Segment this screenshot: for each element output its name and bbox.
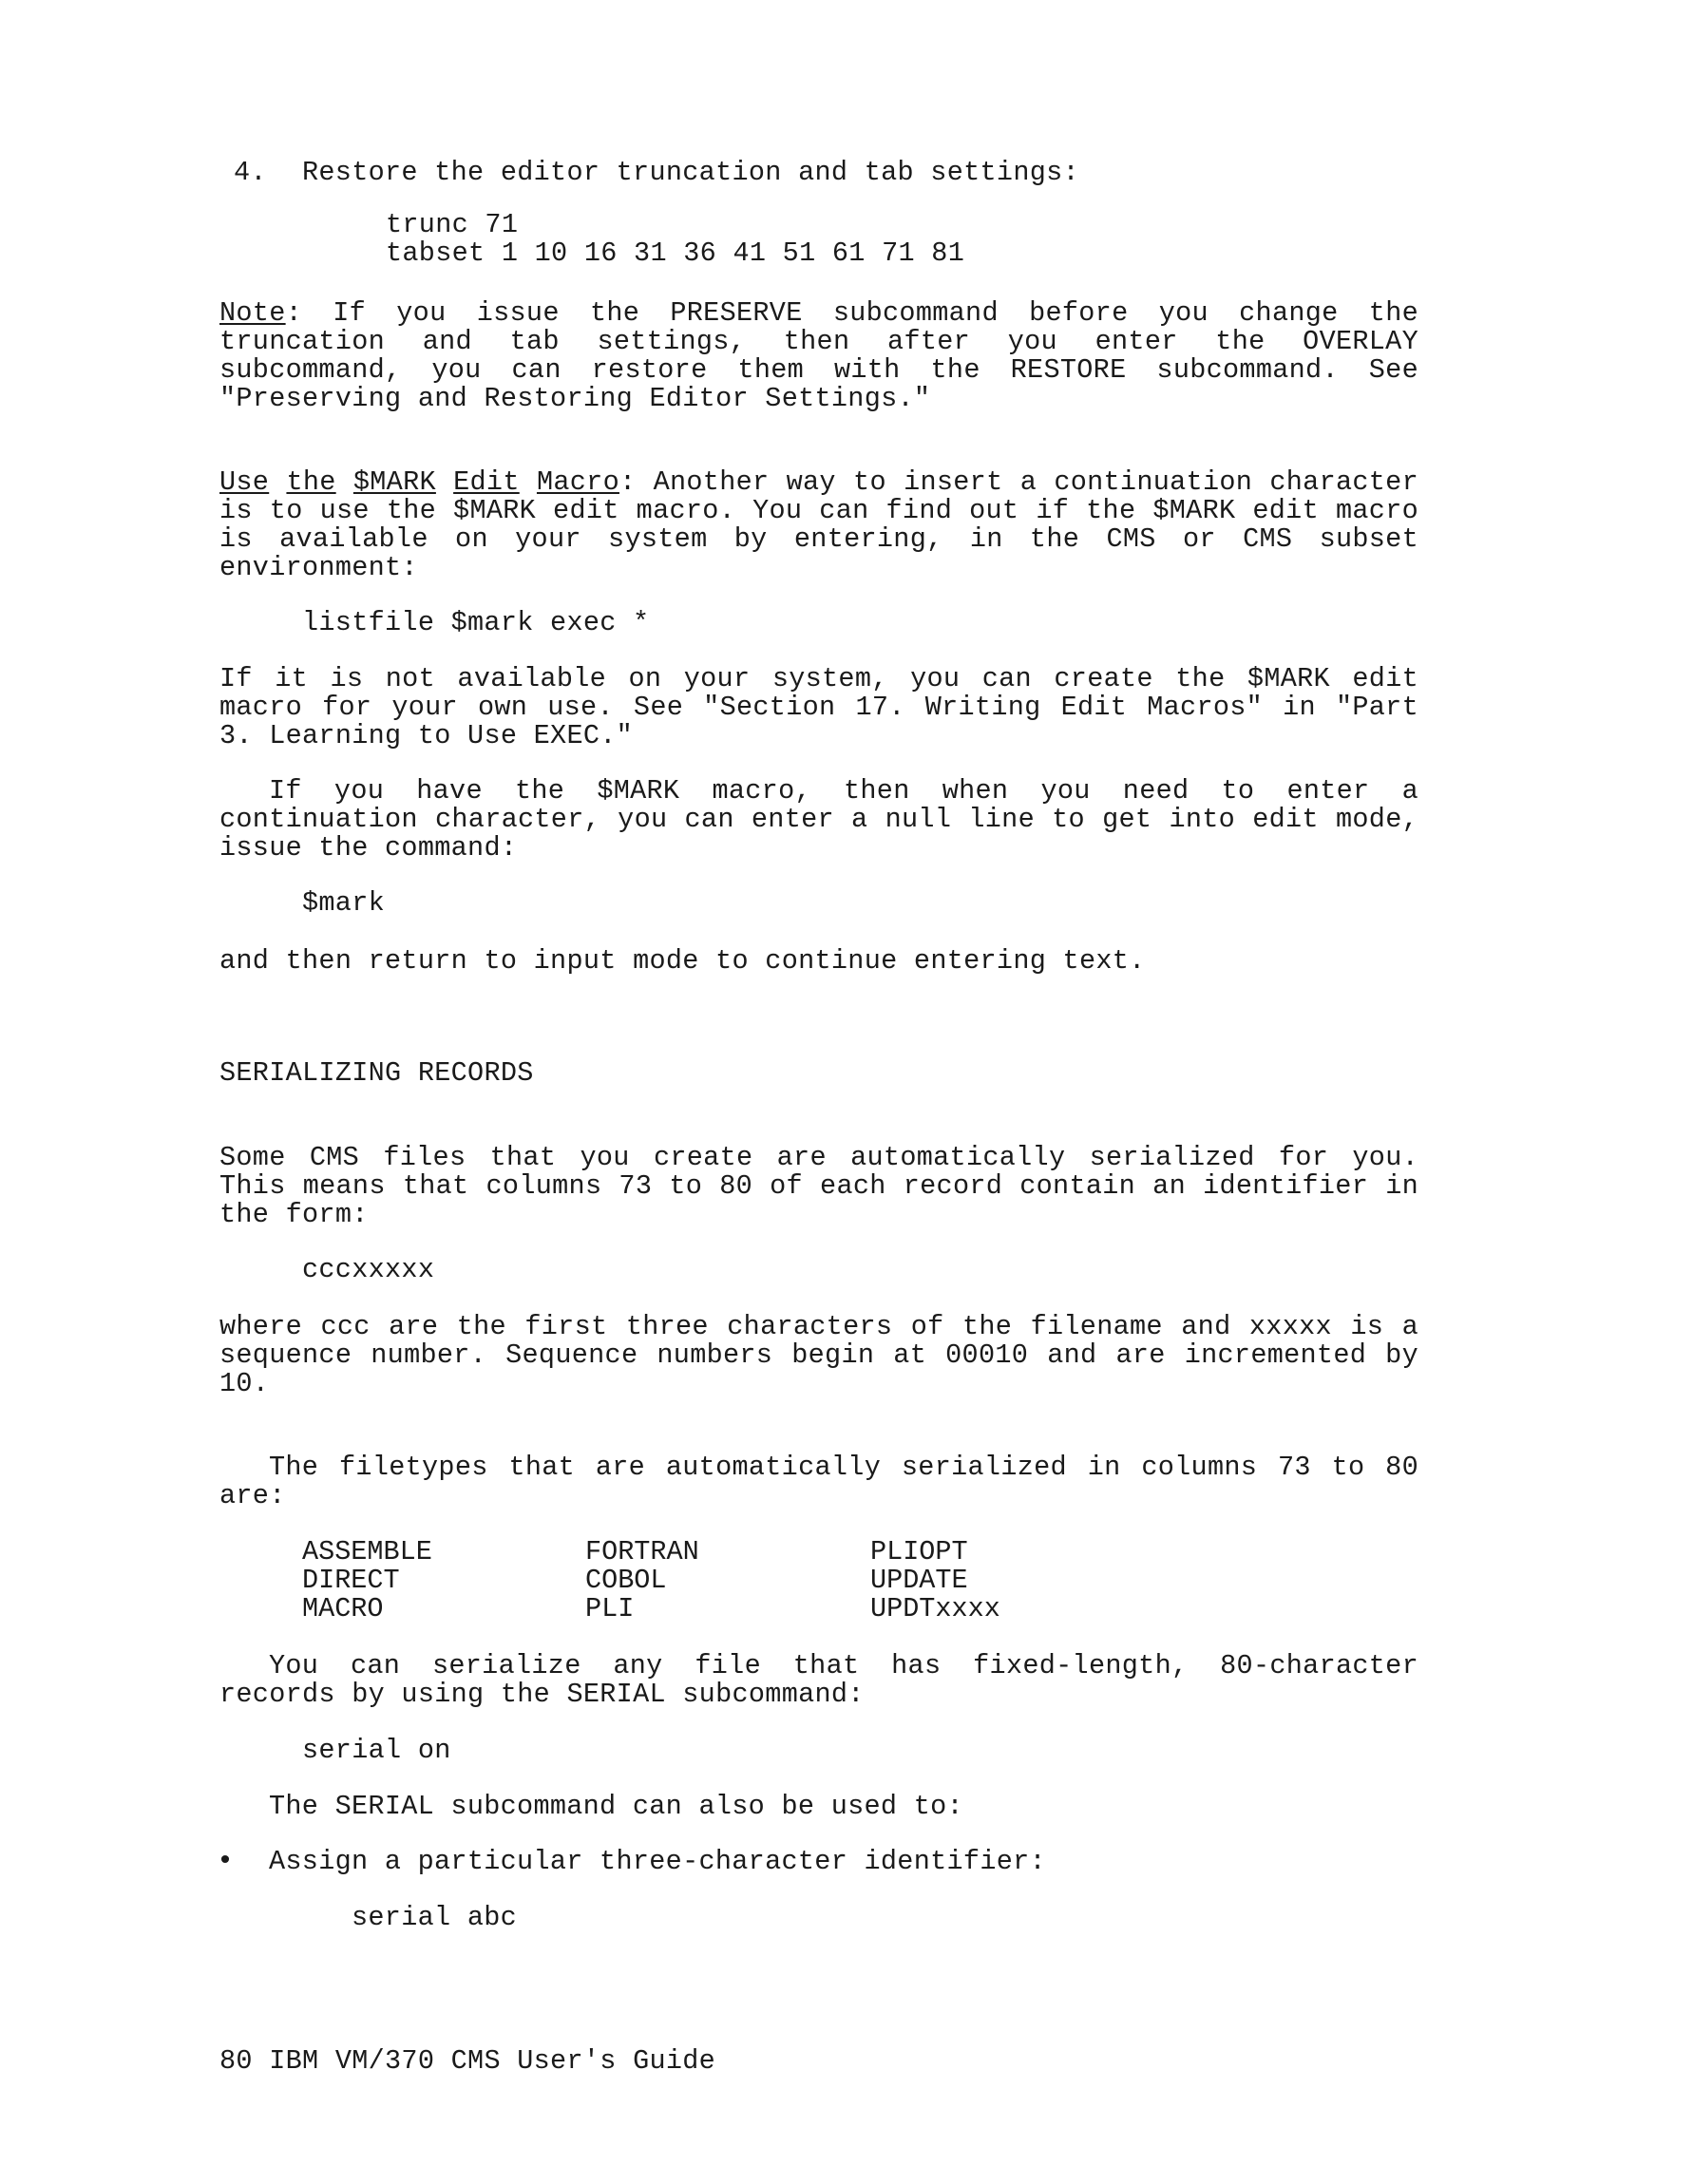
serial-p2-line-2: sequence number. Sequence numbers begin at 00010 and are incremented by [219, 1339, 1418, 1371]
note-line-4: "Preserving and Restoring Editor Settings." [219, 383, 931, 414]
command-serial-on: serial on [302, 1735, 451, 1766]
mark-heading-word: $MARK [352, 466, 436, 498]
serial-form: cccxxxxx [302, 1254, 435, 1285]
mark-heading-line: Use the $MARK Edit Macro: Another way to insert a continuation character [219, 466, 1418, 498]
mark-line-4: environment: [219, 552, 418, 583]
mark-heading-word: the [286, 466, 336, 498]
bullet-item-1: Assign a particular three-character identifier: [269, 1846, 1046, 1877]
filetype-cell: ASSEMBLE [302, 1536, 432, 1567]
mark-p4-line-1: and then return to input mode to continue entering text. [219, 945, 1146, 977]
serial-p3-line-1: The filetypes that are automatically serialized in columns 73 to 80 [269, 1452, 1418, 1483]
page-footer: 80 IBM VM/370 CMS User's Guide [219, 2045, 716, 2077]
note-line-2: truncation and tab settings, then after you enter the OVERLAY [219, 326, 1418, 357]
section-heading: SERIALIZING RECORDS [219, 1057, 534, 1089]
mark-p3-line-3: issue the command: [219, 832, 518, 864]
filetype-cell: UPDATE [870, 1565, 968, 1596]
mark-p2-line-3: 3. Learning to Use EXEC." [219, 720, 634, 751]
mark-p2-line-1: If it is not available on your system, you can create the $MARK edit [219, 663, 1418, 694]
mark-line-2: is to use the $MARK edit macro. You can find out if the $MARK edit macro [219, 495, 1418, 526]
mark-line-3: is available on your system by entering, in the CMS or CMS subset [219, 523, 1418, 555]
command-tabset: tabset 1 10 16 31 36 41 51 61 71 81 [386, 237, 965, 269]
mark-heading-word: Edit [453, 466, 520, 498]
serial-p4-line-2: records by using the SERIAL subcommand: [219, 1679, 865, 1710]
mark-p2-line-2: macro for your own use. See "Section 17. Writing Edit Macros" in "Part [219, 692, 1418, 723]
mark-heading-word: Use [219, 466, 270, 498]
note-label: Note [219, 297, 286, 329]
note-line-3: subcommand, you can restore them with the RESTORE subcommand. See [219, 354, 1418, 386]
bullet-icon: • [217, 1846, 235, 1878]
filetype-cell: PLIOPT [870, 1536, 968, 1567]
mark-p3-line-1: If you have the $MARK macro, then when you need to enter a [269, 775, 1418, 807]
serial-p1-line-3: the form: [219, 1199, 369, 1230]
serial-p2-line-1: where ccc are the first three characters of the filename and xxxxx is a [219, 1311, 1418, 1342]
note-line-1: Note: If you issue the PRESERVE subcommand before you change the [219, 297, 1418, 329]
serial-p2-line-3: 10. [219, 1368, 270, 1399]
command-serial-abc: serial abc [352, 1902, 518, 1933]
command-trunc: trunc 71 [386, 209, 519, 240]
step-number: 4. [234, 157, 267, 188]
filetype-cell: DIRECT [302, 1565, 400, 1596]
filetype-cell: PLI [585, 1593, 635, 1624]
serial-p4-line-1: You can serialize any file that has fixed-length, 80-character [269, 1650, 1418, 1681]
serial-p5-line-1: The SERIAL subcommand can also be used to: [269, 1791, 963, 1822]
step-text: Restore the editor truncation and tab settings: [302, 157, 1079, 188]
serial-p1-line-1: Some CMS files that you create are automatically serialized for you. [219, 1142, 1418, 1173]
mark-p3-line-2: continuation character, you can enter a null line to get into edit mode, [219, 804, 1418, 835]
filetype-cell: FORTRAN [585, 1536, 699, 1567]
serial-p3-line-2: are: [219, 1480, 286, 1511]
command-listfile: listfile $mark exec * [302, 607, 650, 638]
serial-p1-line-2: This means that columns 73 to 80 of each record contain an identifier in [219, 1170, 1418, 1202]
command-mark: $mark [302, 887, 386, 919]
filetype-cell: COBOL [585, 1565, 667, 1596]
filetype-cell: MACRO [302, 1593, 384, 1624]
filetype-cell: UPDTxxxx [870, 1593, 1000, 1624]
mark-heading-word: Macro [536, 466, 619, 498]
